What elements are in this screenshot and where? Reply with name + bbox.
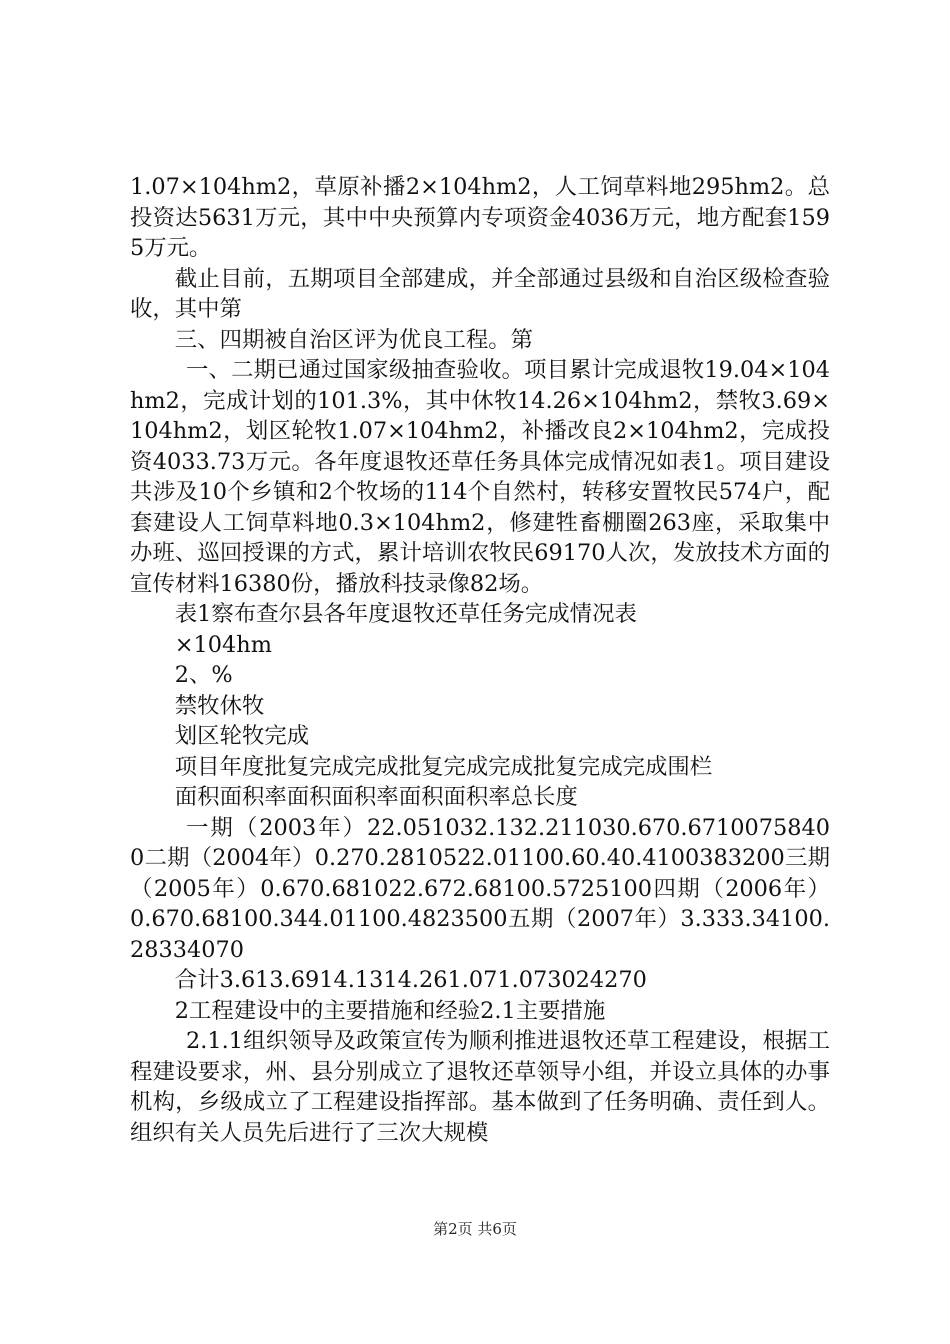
table-header-line: 项目年度批复完成完成批复完成完成批复完成完成围栏 — [174, 753, 713, 780]
table-header-line: 禁牧休牧 — [174, 692, 265, 719]
table-unit-line: 2、% — [174, 662, 233, 688]
section-heading: 2工程建设中的主要措施和经验2.1主要措施 — [174, 997, 606, 1024]
paragraph: 1.07×104hm2，草原补播2×104hm2，人工饲草料地295hm2。总投资达5631万元，其中中央预算内专项资金4036万元，地方配套1595万元。 — [130, 174, 830, 261]
paragraph: 一、二期已通过国家级抽查验收。项目累计完成退牧19.04×104hm2，完成计划的101.3%，其中休牧14.26×104hm2，禁牧3.69×104hm2，划区轮牧1.07×104hm2，补播改良2×104hm2，完成投资4033.73万元。各年度退牧还草任务具体完成情况如表1。项目建设共涉及10个乡镇和2个牧场的114个自然村，转移安置牧民574户，配套建设人工饲草料地0.3×104hm2，修建牲畜棚圈263座，采取集中办班、巡回授课的方式，累计培训农牧民69170人次，发放技术方面的宣传材料16380份，播放科技录像82场。 — [130, 357, 830, 597]
document-body — [130, 172, 830, 1148]
table-total-line: 合计3.613.6914.1314.261.071.073024270 — [174, 967, 647, 993]
table-caption: 表1察布查尔县各年度退牧还草任务完成情况表 — [174, 601, 637, 627]
paragraph: 三、四期被自治区评为优良工程。第 — [174, 326, 534, 353]
paragraph: 2.1.1组织领导及政策宣传为顺利推进退牧还草工程建设，根据工程建设要求，州、县分别成立了退牧还草领导小组，并设立具体的办事机构，乡级成立了工程建设指挥部。基本做到了任务明确、责任到人。组织有关人员先后进行了三次大规模 — [130, 1028, 830, 1146]
table-header-line: 划区轮牧完成 — [174, 723, 310, 749]
table-data-lines: 一期（2003年）22.051032.132.211030.670.67100758400二期（2004年）0.270.2810522.01100.60.40.4100383200三期（2005年）0.670.681022.672.68100.5725100四期（2006年）0.670.68100.344.01100.4823500五期（2007年）3.333.34100.28334070 — [130, 814, 830, 963]
paragraph: 截止目前，五期项目全部建成，并全部通过县级和自治区级检查验收，其中第 — [130, 265, 830, 322]
table-header-line: 面积面积率面积面积率面积面积率总长度 — [174, 784, 578, 810]
table-unit-line: ×104hm — [174, 631, 272, 658]
page-number-footer: 第2页 共6页 — [433, 1220, 517, 1238]
